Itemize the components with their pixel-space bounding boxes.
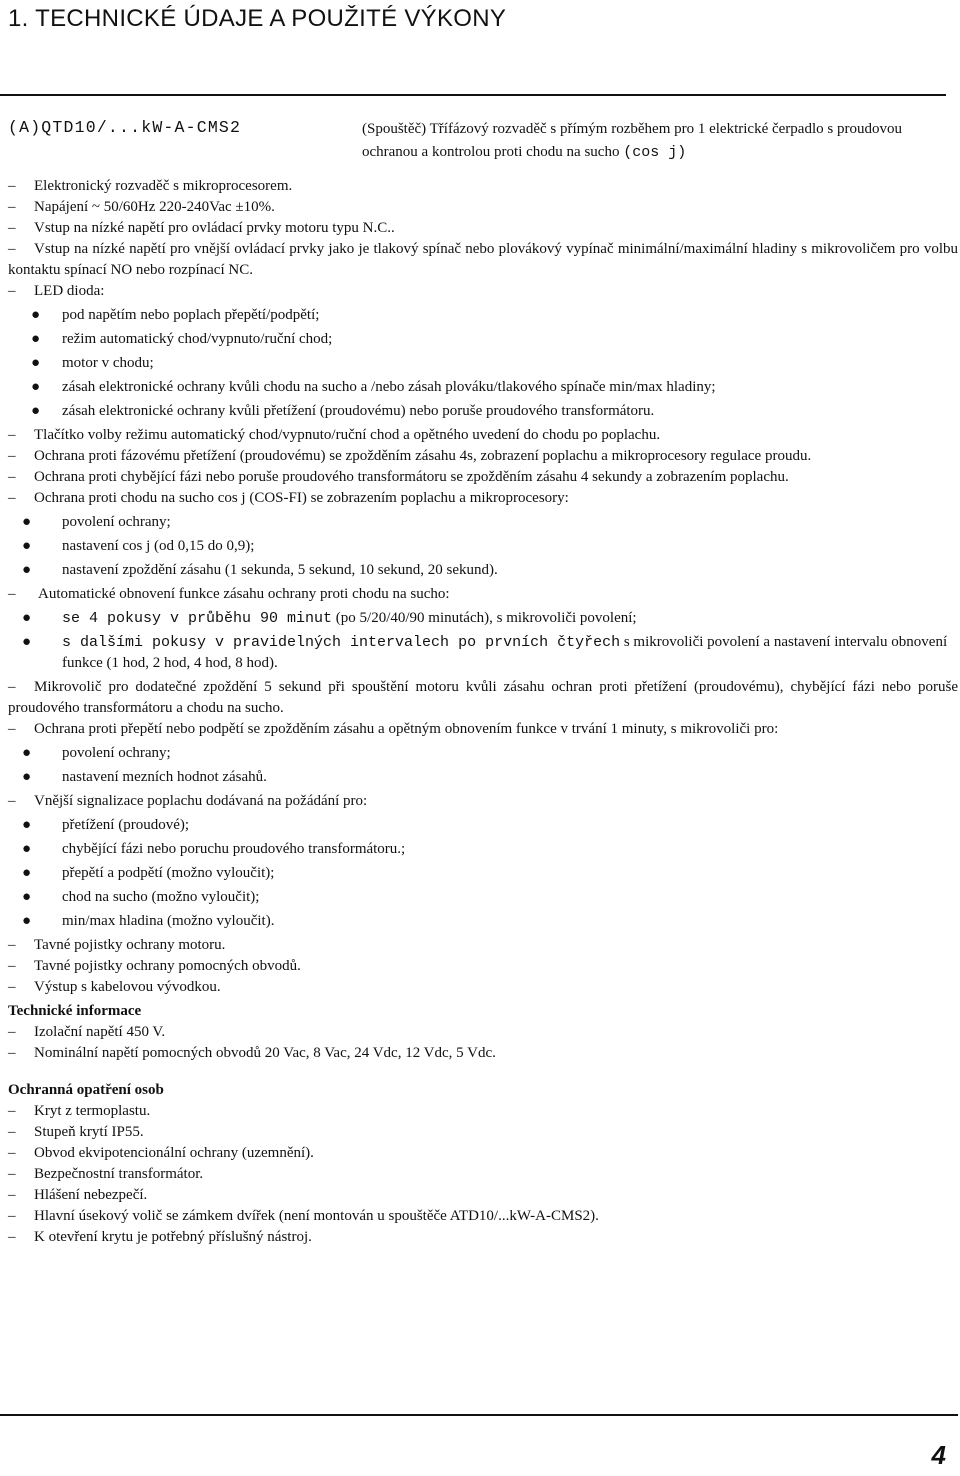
bullet-marker: ● bbox=[22, 817, 32, 833]
feature-item-dry-run: – Ochrana proti chodu na sucho cos j (COS-FI) se zobrazením poplachu a mikroprocesory: bbox=[8, 488, 958, 509]
protection-item: – Bezpečnostní transformátor. bbox=[8, 1164, 958, 1185]
feature-item: – Tavné pojistky ochrany motoru. bbox=[8, 935, 958, 956]
protection-heading: Ochranná opatření osob bbox=[8, 1082, 164, 1098]
dash-marker: – bbox=[8, 979, 16, 995]
feature-item-signal: – Vnější signalizace poplachu dodávaná na požádání pro: bbox=[8, 791, 958, 812]
signal-item: ● chybějící fázi nebo poruchu proudového transformátoru.; bbox=[8, 839, 958, 860]
dry-run-item: ● nastavení zpoždění zásahu (1 sekunda, 5 sekund, 10 sekund, 20 sekund). bbox=[8, 560, 958, 581]
protection-item: – Kryt z termoplastu. bbox=[8, 1101, 958, 1122]
led-item: ● zásah elektronické ochrany kvůli přetížení (proudovému) nebo poruše proudového transformátoru. bbox=[8, 401, 958, 422]
feature-item: – Tavné pojistky ochrany pomocných obvodů. bbox=[8, 956, 958, 977]
dash-marker: – bbox=[8, 1124, 16, 1140]
feature-item: – Výstup s kabelovou vývodkou. bbox=[8, 977, 958, 998]
dash-marker: – bbox=[8, 1145, 16, 1161]
signal-item: ● min/max hladina (možno vyloučit). bbox=[8, 911, 958, 932]
bullet-marker: ● bbox=[22, 841, 32, 857]
document-body bbox=[8, 176, 958, 1248]
product-description-main: (Spouštěč) Třífázový rozvaděč s přímým rozběhem pro 1 elektrické čerpadlo s proudovou ochranou a kontrolou proti chodu na sucho bbox=[362, 121, 902, 160]
dash-marker: – bbox=[8, 427, 16, 443]
dash-marker: – bbox=[8, 199, 16, 215]
led-item: ● režim automatický chod/vypnuto/ruční chod; bbox=[8, 329, 958, 350]
bullet-marker: ● bbox=[31, 307, 41, 323]
dash-marker: – bbox=[8, 958, 16, 974]
dash-marker: – bbox=[8, 1187, 16, 1203]
bullet-marker: ● bbox=[22, 745, 32, 761]
feature-item-auto-restore: – Automatické obnovení funkce zásahu ochrany proti chodu na sucho: bbox=[8, 584, 958, 605]
voltage-item: ● povolení ochrany; bbox=[8, 743, 958, 764]
feature-item: – Napájení ~ 50/60Hz 220-240Vac ±10%. bbox=[8, 197, 958, 218]
feature-item: – Elektronický rozvaděč s mikroprocesorem. bbox=[8, 176, 958, 197]
dash-marker: – bbox=[8, 1045, 16, 1061]
dry-run-item: ● nastavení cos j (od 0,15 do 0,9); bbox=[8, 536, 958, 557]
feature-item: – Ochrana proti chybějící fázi nebo poruše proudového transformátoru se zpožděním zásahu 4 sekundy a zobrazením poplachu. bbox=[8, 467, 958, 488]
feature-item-led: – LED dioda: bbox=[8, 281, 958, 302]
protection-item: – Hlášení nebezpečí. bbox=[8, 1185, 958, 1206]
feature-item: – Ochrana proti fázovému přetížení (proudovému) se zpožděním zásahu 4s, zobrazení poplachu a mikroprocesory regulace proudu. bbox=[8, 446, 958, 467]
dash-marker: – bbox=[8, 220, 16, 236]
bullet-marker: ● bbox=[22, 865, 32, 881]
bullet-marker: ● bbox=[31, 379, 41, 395]
product-description-suffix: (cos j) bbox=[623, 144, 687, 161]
led-item: ● motor v chodu; bbox=[8, 353, 958, 374]
feature-item: – Vstup na nízké napětí pro vnější ovládací prvky jako je tlakový spínač nebo plovákový vypínač minimální/maximální hladiny s mikrovoličem pro volbu kontaktu spínací NO nebo rozpínací NC. bbox=[8, 241, 958, 278]
product-code: (A)QTD10/...kW-A-CMS2 bbox=[8, 118, 242, 137]
dash-marker: – bbox=[8, 178, 16, 194]
dash-marker: – bbox=[8, 721, 16, 737]
dash-marker: – bbox=[8, 793, 16, 809]
bullet-marker: ● bbox=[22, 514, 32, 530]
dash-marker: – bbox=[8, 1229, 16, 1245]
dry-run-item: ● povolení ochrany; bbox=[8, 512, 958, 533]
dash-marker: – bbox=[8, 1103, 16, 1119]
dash-marker: – bbox=[8, 1024, 16, 1040]
protection-item: – Stupeň krytí IP55. bbox=[8, 1122, 958, 1143]
bullet-marker: ● bbox=[22, 610, 32, 626]
signal-item: ● přepětí a podpětí (možno vyloučit); bbox=[8, 863, 958, 884]
feature-item: – Mikrovolič pro dodatečné zpoždění 5 sekund při spouštění motoru kvůli zásahu ochran proti přetížení (proudovému), chybějící fázi nebo poruše proudového transformátoru a chodu na sucho. bbox=[8, 679, 958, 716]
led-item: ● pod napětím nebo poplach přepětí/podpětí; bbox=[8, 305, 958, 326]
signal-item: ● přetížení (proudové); bbox=[8, 815, 958, 836]
top-divider bbox=[0, 94, 946, 96]
tech-info-item: – Nominální napětí pomocných obvodů 20 Vac, 8 Vac, 24 Vdc, 12 Vdc, 5 Vdc. bbox=[8, 1043, 958, 1064]
auto-restore-item: ● se 4 pokusy v průběhu 90 minut (po 5/20/40/90 minutách), s mikrovoliči povolení; bbox=[22, 610, 637, 627]
feature-item: – Vstup na nízké napětí pro ovládací prvky motoru typu N.C.. bbox=[8, 218, 958, 239]
dash-marker: – bbox=[8, 490, 16, 506]
bullet-marker: ● bbox=[22, 634, 32, 650]
bullet-marker: ● bbox=[31, 331, 41, 347]
bullet-marker: ● bbox=[22, 769, 32, 785]
page-title: 1. TECHNICKÉ ÚDAJE A POUŽITÉ VÝKONY bbox=[8, 5, 507, 32]
tech-info-item: – Izolační napětí 450 V. bbox=[8, 1022, 958, 1043]
auto-restore-item: ● s dalšími pokusy v pravidelných intervalech po prvních čtyřech s mikrovoliči povolení a nastavení intervalu obnovení funkce (1 hod, 2 hod, 4 hod, 8 hod). bbox=[22, 634, 948, 671]
feature-item-voltage: – Ochrana proti přepětí nebo podpětí se zpožděním zásahu a opětným obnovením funkce v trvání 1 minuty, s mikrovoliči pro: bbox=[8, 719, 958, 740]
product-description bbox=[362, 118, 932, 164]
bullet-marker: ● bbox=[31, 355, 41, 371]
protection-item: – K otevření krytu je potřebný příslušný nástroj. bbox=[8, 1227, 958, 1248]
page-number: 4 bbox=[931, 1440, 946, 1470]
protection-item: – Hlavní úsekový volič se zámkem dvířek (není montován u spouštěče ATD10/...kW-A-CMS2). bbox=[8, 1206, 958, 1227]
dash-marker: – bbox=[8, 937, 16, 953]
dash-marker: – bbox=[8, 586, 16, 602]
dash-marker: – bbox=[8, 241, 16, 257]
bottom-divider bbox=[0, 1414, 958, 1416]
tech-info-heading: Technické informace bbox=[8, 1003, 142, 1019]
signal-item: ● chod na sucho (možno vyloučit); bbox=[8, 887, 958, 908]
feature-item: – Tlačítko volby režimu automatický chod/vypnuto/ruční chod a opětného uvedení do chodu po poplachu. bbox=[8, 425, 958, 446]
dash-marker: – bbox=[8, 1166, 16, 1182]
bullet-marker: ● bbox=[22, 889, 32, 905]
dash-marker: – bbox=[8, 679, 16, 695]
protection-item: – Obvod ekvipotencionální ochrany (uzemnění). bbox=[8, 1143, 958, 1164]
voltage-item: ● nastavení mezních hodnot zásahů. bbox=[8, 767, 958, 788]
bullet-marker: ● bbox=[22, 538, 32, 554]
dash-marker: – bbox=[8, 448, 16, 464]
dash-marker: – bbox=[8, 283, 16, 299]
bullet-marker: ● bbox=[31, 403, 41, 419]
dash-marker: – bbox=[8, 1208, 16, 1224]
led-item: ● zásah elektronické ochrany kvůli chodu na sucho a /nebo zásah plováku/tlakového spínače min/max hladiny; bbox=[8, 377, 958, 398]
bullet-marker: ● bbox=[22, 562, 32, 578]
dash-marker: – bbox=[8, 469, 16, 485]
bullet-marker: ● bbox=[22, 913, 32, 929]
